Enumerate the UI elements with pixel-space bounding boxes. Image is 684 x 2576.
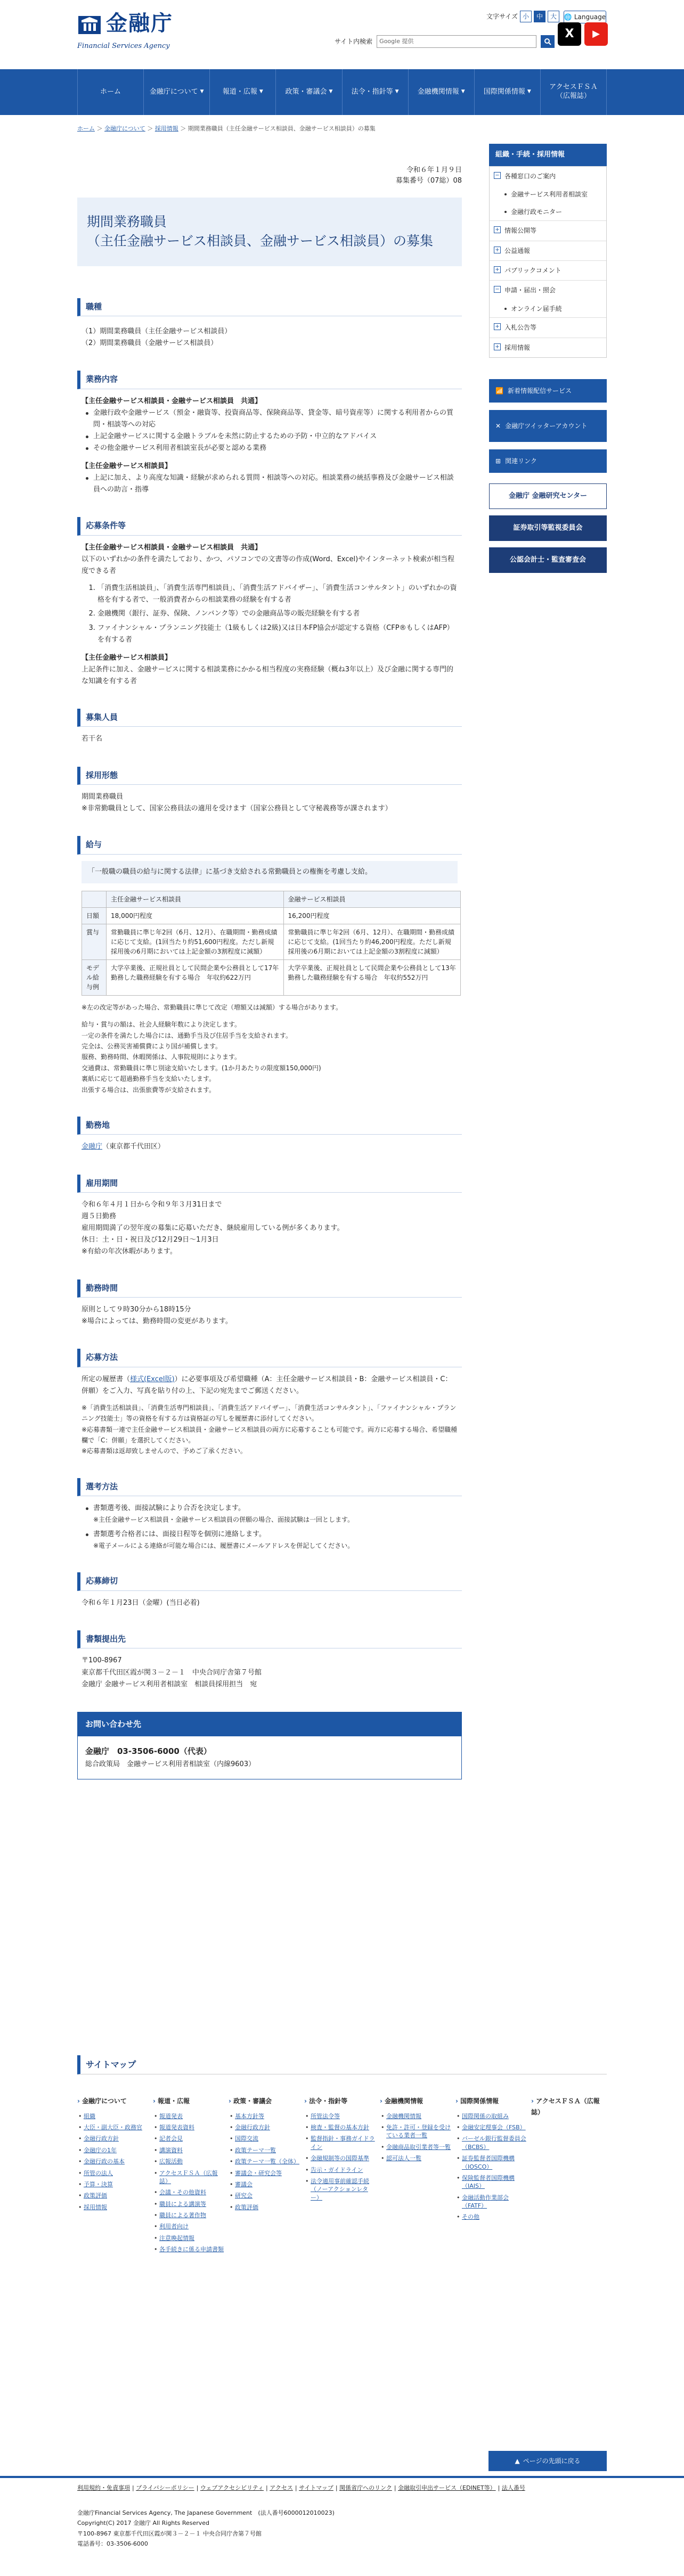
- paragraph: 休日：土・日・祝日及び12月29日～1月3日: [82, 1236, 219, 1244]
- sidebar-list: [489, 166, 607, 358]
- sitemap-column: [531, 2096, 607, 2253]
- logo-text: 金融庁: [106, 11, 173, 36]
- apply-body: [77, 1374, 462, 1457]
- paragraph: 上記条件に加え、金融サービスに関する相談業務にかかる相当程度の実務経験（概ね3年以上）及び金融に関する専門的な知識を有する者: [82, 665, 454, 685]
- sitemap-link[interactable]: • 講演資料: [153, 2146, 224, 2154]
- bullet-icon: [504, 211, 507, 213]
- site-search: [335, 35, 555, 48]
- nav-label: 金融機関情報: [417, 87, 459, 96]
- x-social-icon[interactable]: X: [558, 22, 581, 46]
- sitemap-title: サイトマップ: [77, 2055, 607, 2074]
- breadcrumb-current: 期間業務職員（主任金融サービス相談員、金融サービス相談員）の募集: [188, 125, 376, 132]
- note: ※応募書類は返却致しませんので、予めご了承ください。: [82, 1447, 247, 1455]
- footer-links: 利用規約・免責事項 | プライバシーポリシー | ウェブアクセシビリティ | アクセス | サイトマップ | 関係省庁へのリンク | 金融取引申出サービス（EDINET等） | 法人番号: [77, 2484, 525, 2491]
- breadcrumb-about[interactable]: 金融庁について: [104, 125, 145, 132]
- breadcrumb-recruit[interactable]: 採用情報: [154, 125, 178, 132]
- sitemap-column-heading[interactable]: › 政策・審議会: [229, 2096, 300, 2106]
- nav-label: 金融庁について: [149, 87, 198, 96]
- document-number: 募集番号（07総）08: [395, 176, 462, 185]
- sidebar-item[interactable]: [490, 317, 606, 337]
- sitemap-link[interactable]: • 金融機関情報: [380, 2112, 451, 2120]
- sidebar-item-label: 採用情報: [504, 343, 531, 351]
- fontsize-small-button[interactable]: 小: [520, 11, 532, 22]
- sitemap-column-heading[interactable]: › 金融庁について: [77, 2096, 149, 2106]
- location-body: [77, 1141, 462, 1153]
- period-body: [77, 1199, 462, 1258]
- sitemap-link[interactable]: • 注意喚起情報: [153, 2234, 224, 2242]
- bullet-icon: [504, 193, 507, 195]
- sitemap-column-heading[interactable]: › 国際関係情報: [455, 2096, 527, 2106]
- nav-institutions[interactable]: [408, 69, 474, 115]
- footer-link[interactable]: ウェブアクセシビリティ: [200, 2484, 264, 2491]
- bullet-icon: [504, 308, 507, 310]
- location-text: （東京都千代田区）: [102, 1143, 165, 1151]
- section-heading: 職種: [77, 298, 462, 317]
- sidebar-subitem[interactable]: [490, 186, 606, 203]
- sitemap-link[interactable]: • 報道発表資料: [153, 2123, 224, 2131]
- paragraph: ※左の改定等があった場合、常勤職員に準じて改定（増額又は減額）する場合があります。: [82, 1003, 342, 1011]
- table-row: [82, 959, 461, 995]
- sidebar-subitem[interactable]: [490, 203, 606, 220]
- x-icon: ✕: [495, 422, 501, 430]
- plus-icon: +: [494, 247, 501, 253]
- main-content: [77, 144, 462, 1779]
- sidebar-item[interactable]: [490, 166, 606, 186]
- sidebar-item[interactable]: [490, 220, 606, 240]
- cpaaob-banner[interactable]: 公認会計士・監査審査会: [489, 547, 607, 573]
- breadcrumb-home[interactable]: ホーム: [77, 125, 95, 132]
- note: ※「消費生活相談員」、「消費生活専門相談員」、「消費生活アドバイザー」、「消費生活コンサルタント」、「ファイナンシャル・プランニング技能士」等の資格を有する方は資格証の写しを履歴書に添付してください。: [82, 1404, 457, 1423]
- rss-icon: 📶: [495, 387, 503, 395]
- chevron-down-icon: ▼: [395, 89, 399, 95]
- duties-body: [77, 396, 462, 496]
- hours-body: [77, 1304, 462, 1327]
- sidebar-item-label: オンライン届手続: [511, 305, 562, 313]
- paragraph: 期間業務職員: [82, 793, 124, 801]
- sitemap-column-heading[interactable]: › アクセスＦＳＡ（広報誌）: [531, 2096, 602, 2118]
- sitemap-link[interactable]: • その他: [455, 2213, 527, 2221]
- sitemap-link[interactable]: • 記者会見: [153, 2135, 224, 2143]
- contact-body: [78, 1736, 461, 1779]
- table-cell: 常勤職員に準じ年2回（6月、12月）、在職期間・勤務成績に応じて支給。(1回当たり約46,200円程度。ただし新規採用後の6月期においては上記金額の3割程度に減額）: [283, 924, 461, 959]
- chevron-down-icon: ▼: [461, 89, 465, 95]
- fontsize-medium-button[interactable]: 中: [534, 11, 545, 22]
- sitemap-column-heading[interactable]: › 法令・指針等: [304, 2096, 376, 2106]
- banner-label: 金融庁ツイッターアカウント: [505, 422, 588, 430]
- footer-org: 金融庁Financial Services Agency, The Japanese Government (法人番号6000012010023): [77, 2509, 335, 2516]
- paragraph: 令和６年４月１日から令和９年３月31日まで: [82, 1201, 222, 1209]
- sidebar-item-label: 入札公告等: [504, 324, 537, 332]
- site-search-label: サイト内検索: [335, 37, 373, 45]
- sitemap-link[interactable]: • 金融行政方針: [77, 2135, 149, 2143]
- sidebar-item-label: 各種窓口のご案内: [504, 173, 556, 181]
- language-button[interactable]: [564, 11, 606, 23]
- sitemap-link[interactable]: • 告示・ガイドライン: [304, 2166, 376, 2174]
- nav-label: 法令・指針等: [351, 87, 393, 96]
- chevron-down-icon: ▼: [527, 89, 531, 95]
- nav-label: 政策・審議会: [285, 87, 327, 96]
- list-item: 3. ファイナンシャル・プランニング技能士（1級もしくは2級)又は日本FP協会が認定する資格（CFP®もしくはAFP）を有する者: [97, 622, 458, 646]
- nav-about[interactable]: [143, 69, 209, 115]
- paragraph: 週５日勤務: [82, 1212, 117, 1221]
- table-row-header: モデル給与例: [82, 959, 107, 995]
- note: ※電子メールによる連絡が可能な場合には、履歴書にメールアドレスを併記してください。: [93, 1541, 354, 1549]
- page-title: [77, 198, 462, 266]
- nav-label: 国際関係情報: [483, 87, 525, 96]
- sitemap-link[interactable]: • 金融行政方針: [229, 2123, 300, 2131]
- sidebar-item-label: 申請・届出・照会: [504, 286, 556, 294]
- list-item: その他金融サービス利用者相談室長が必要と認める業務: [82, 442, 458, 454]
- fontsize-large-button[interactable]: 大: [548, 11, 559, 22]
- chevron-down-icon: ▼: [200, 89, 204, 95]
- footer-address: 〒100-8967 東京都千代田区霞が関３－２－１ 中央合同庁舎第７号館: [77, 2530, 262, 2537]
- sitemap-link[interactable]: • 金融庁の1年: [77, 2146, 149, 2154]
- text: 所定の履歴書（: [82, 1375, 131, 1383]
- document-meta: [77, 165, 462, 186]
- requirements-body: [77, 542, 462, 687]
- sidebar-banner[interactable]: [489, 449, 607, 473]
- sesc-banner[interactable]: 証券取引等監視委員会: [489, 515, 607, 541]
- table-cell: 大学卒業後、正規社員として民間企業や公務員として17年勤務した職務経験を有する場合 年収約622万円: [107, 959, 284, 995]
- sitemap-link[interactable]: • 職員による著作物: [153, 2211, 224, 2219]
- paragraph: 〒100-8967: [82, 1656, 122, 1665]
- chevron-up-icon: ▲: [515, 2457, 520, 2465]
- sitemap-link[interactable]: • 国際交流: [229, 2135, 300, 2143]
- sidebar-banner[interactable]: [489, 379, 607, 403]
- sitemap-column: [229, 2096, 304, 2253]
- sidebar-item[interactable]: [490, 280, 606, 300]
- sitemap-link[interactable]: • 広報活動: [153, 2157, 224, 2165]
- sitemap-link[interactable]: • 組織: [77, 2112, 149, 2120]
- section-heading: 勤務地: [77, 1117, 462, 1135]
- site-header: [0, 0, 684, 69]
- sidebar-heading: 組織・手続・採用情報: [489, 144, 607, 166]
- sitemap-link[interactable]: • 免許・許可・登録を受けている業者一覧: [380, 2123, 451, 2140]
- table-row: [82, 891, 461, 907]
- sitemap-link[interactable]: • 金融規制等の国際基準: [304, 2154, 376, 2162]
- sitemap-link[interactable]: • 政策評価: [77, 2192, 149, 2200]
- section-heading: 採用形態: [77, 767, 462, 785]
- nav-label: アクセスＦＳＡ（広報誌）: [549, 83, 598, 100]
- group-title: 【主任金融サービス相談員・金融サービス相談員 共通】: [82, 543, 262, 552]
- list-item: 完全は、公務災害補償費により国が補償します。: [82, 1043, 222, 1051]
- sitemap-link[interactable]: • 報道発表: [153, 2112, 224, 2120]
- sitemap-column-heading[interactable]: › 報道・広報: [153, 2096, 224, 2106]
- fsa-logo-mark-icon: [77, 12, 102, 38]
- list-item: 2. 金融機関（銀行、証券、保険、ノンバンク等）での金融商品等の販売経験を有する者: [97, 608, 458, 620]
- table-row: [82, 924, 461, 959]
- chevron-down-icon: ▼: [329, 89, 333, 95]
- paragraph: [82, 1374, 458, 1397]
- sitemap-column: [304, 2096, 380, 2253]
- paragraph: 以下のいずれかの条件を満たしており、かつ、パソコンでの文書等の作成(Word、Excel)やインターネット検索が相当程度できる者: [82, 555, 455, 576]
- nav-label: ホーム: [100, 87, 121, 96]
- research-center-banner[interactable]: 金融庁 金融研究センター: [489, 483, 607, 509]
- sitemap-link[interactable]: • 審議会: [229, 2180, 300, 2188]
- sitemap-link[interactable]: • 研究会: [229, 2192, 300, 2200]
- table-cell: 18,000円程度: [107, 907, 284, 924]
- sitemap-column: [380, 2096, 455, 2253]
- sitemap-column: [455, 2096, 531, 2253]
- table-cell: 常勤職員に準じ年2回（6月、12月）、在職期間・勤務成績に応じて支給。(1回当たり約51,600円程度。ただし新規採用後の6月期においては上記金額の3割程度に減額）: [107, 924, 284, 959]
- table-row-header: 賞与: [82, 924, 107, 959]
- sidebar-item[interactable]: [490, 260, 606, 280]
- sidebar-banner[interactable]: [489, 410, 607, 442]
- language-label: Language: [574, 13, 606, 21]
- paragraph: 原則として９時30分から18時15分: [82, 1306, 191, 1314]
- list-item: （1）期間業務職員（主任金融サービス相談員）: [82, 327, 232, 335]
- list-item: 一定の条件を満たした場合には、通勤手当及び住居手当を支給されます。: [82, 1031, 292, 1039]
- footer-link[interactable]: 法人番号: [501, 2484, 525, 2491]
- global-nav: [0, 69, 684, 115]
- sitemap-link[interactable]: • 保険監督者国際機構（IAIS）: [455, 2174, 527, 2191]
- table-cell: 16,200円程度: [283, 907, 461, 924]
- sitemap-link[interactable]: • 審議会・研究会等: [229, 2169, 300, 2177]
- sitemap-link[interactable]: • 政策評価: [229, 2203, 300, 2211]
- list-item: 金融行政や金融サービス（預金・融資等、投資商品等、保険商品等、貸金等、暗号資産等）に関する利用者からの質問・相談等への対応: [82, 407, 458, 431]
- table-header: 金融サービス相談員: [283, 891, 461, 907]
- footer-link[interactable]: 金融取引申出サービス（EDINET等）: [398, 2484, 496, 2491]
- sitemap-link[interactable]: • 国際関係の取組み: [455, 2112, 527, 2120]
- list-item: 書類選考後、面接試験により合否を決定します。: [82, 1503, 458, 1514]
- section-heading: 応募条件等: [77, 517, 462, 536]
- section-heading: 給与: [77, 836, 462, 855]
- minus-icon: −: [494, 286, 501, 293]
- sidebar-item-label: 金融行政モニター: [511, 208, 563, 216]
- sitemap: [77, 2055, 607, 2254]
- page-top-label: ページの先頭に戻る: [523, 2457, 581, 2465]
- note: ※主任金融サービス相談員・金融サービス相談員の併願の場合、面接試験は一回とします。: [93, 1516, 354, 1524]
- sitemap-columns: [77, 2096, 607, 2253]
- sitemap-link[interactable]: • 職員による講演等: [153, 2200, 224, 2208]
- globe-icon: 🌐: [564, 13, 572, 21]
- page-title-line: （主任金融サービス相談員、金融サービス相談員）の募集: [87, 233, 434, 249]
- salary-table: [82, 891, 461, 996]
- paragraph: ※場合によっては、勤務時間の変更があります。: [82, 1317, 232, 1326]
- salary-note: 「一般職の職員の給与に関する法律」に基づき支給される常勤職員との権衡を考慮し支給。: [82, 861, 458, 883]
- footer-phone: 電話番号：03-3506-6000: [77, 2540, 148, 2547]
- note: ※応募書類一連で主任金融サービス相談員・金融サービス相談員の両方に応募することも可能です。両方に応募する場合、希望職種欄で「C：併願」を選択してください。: [82, 1425, 458, 1445]
- sitemap-link[interactable]: • 政策テーマ一覧: [229, 2146, 300, 2154]
- sidebar-item[interactable]: [490, 338, 606, 357]
- sidebar-item-label: 情報公開等: [504, 227, 537, 235]
- section-heading: 勤務時間: [77, 1279, 462, 1298]
- group-title: 【主任金融サービス相談員】: [82, 653, 172, 662]
- minus-icon: −: [494, 172, 501, 179]
- sitemap-link[interactable]: • 検査・監督の基本方針: [304, 2123, 376, 2131]
- section-heading: 書類提出先: [77, 1630, 462, 1649]
- post-list: [77, 326, 462, 349]
- sidebar: [489, 144, 607, 573]
- sitemap-link[interactable]: • 会議・その他資料: [153, 2188, 224, 2196]
- sitemap-link[interactable]: • 金融安定理事会（FSB）: [455, 2123, 527, 2131]
- sidebar-item-label: パブリックコメント: [504, 267, 561, 275]
- list-item: （2）期間業務職員（金融サービス相談員）: [82, 339, 218, 348]
- sitemap-link[interactable]: • 金融商品取引業者等一覧: [380, 2143, 451, 2151]
- requirements-list: [82, 583, 458, 645]
- footer-copyright: Copyright(C) 2017 金融庁 All Rights Reserved: [77, 2520, 210, 2527]
- paragraph: ※有給の年次休暇があります。: [82, 1248, 177, 1256]
- nav-home[interactable]: [77, 69, 143, 115]
- sitemap-link[interactable]: • 法令適用事前確認手続（ノーアクションレター）: [304, 2177, 376, 2202]
- list-item: 服務、勤務時間、休暇関係は、人事院規則によります。: [82, 1053, 241, 1061]
- group-title: 【主任金融サービス相談員】: [82, 462, 172, 471]
- footer-link[interactable]: サイトマップ: [299, 2484, 333, 2491]
- plus-icon: +: [494, 323, 501, 330]
- nav-law[interactable]: [342, 69, 408, 115]
- document-date: 令和６年１月９日: [406, 166, 462, 174]
- fontsize-label: 文字サイズ: [486, 12, 518, 20]
- nav-label: 報道・広報: [222, 87, 257, 96]
- table-row: [82, 907, 461, 924]
- paragraph: ※非常勤職員として、国家公務員法の適用を受けます（国家公務員として守秘義務等が課されます）: [82, 805, 392, 813]
- logo-english: Financial Services Agency: [77, 42, 170, 50]
- footer-link[interactable]: 関係省庁へのリンク: [339, 2484, 392, 2491]
- footer-link[interactable]: 利用規約・免責事項: [77, 2484, 130, 2491]
- sitemap-link[interactable]: • バーゼル銀行監督委員会（BCBS）: [455, 2135, 527, 2151]
- breadcrumb: ホーム ＞ 金融庁について ＞ 採用情報 ＞ 期間業務職員（主任金融サービス相談員、金融サービス相談員）の募集: [77, 125, 376, 132]
- location-link[interactable]: 金融庁: [82, 1143, 103, 1151]
- sidebar-item[interactable]: [490, 241, 606, 260]
- sitemap-link[interactable]: • 採用情報: [77, 2203, 149, 2211]
- nav-policy[interactable]: [275, 69, 341, 115]
- nav-international[interactable]: [474, 69, 540, 115]
- contact-box: [77, 1712, 462, 1779]
- sitemap-link[interactable]: • 認可法人一覧: [380, 2154, 451, 2162]
- sitemap-link[interactable]: • 政策テーマ一覧（全体）: [229, 2157, 300, 2165]
- sitemap-link[interactable]: • 利用者向け: [153, 2222, 224, 2230]
- section-heading: 応募方法: [77, 1349, 462, 1367]
- nav-press[interactable]: [209, 69, 275, 115]
- list-item: 交通費は、常勤職員に準じ別途支給いたします。(1か月あたりの限度額150,000円): [82, 1064, 321, 1072]
- search-icon: [544, 38, 551, 45]
- table-row-header: 日額: [82, 907, 107, 924]
- text: ）に必要事項及び希望職種（A：主任金融サービス相談員・B：金融サービス相談員・C：併願）をご入力、写真を貼り付の上、下記の宛先までご郵送ください。: [82, 1375, 452, 1395]
- section-heading: 選考方法: [77, 1478, 462, 1497]
- banner-label: 関連リンク: [505, 457, 537, 465]
- sitemap-link[interactable]: • 監督指針・事務ガイドライン: [304, 2135, 376, 2151]
- youtube-social-icon[interactable]: ▶: [584, 22, 608, 46]
- sitemap-link[interactable]: • アクセスＦＳＡ（広報誌）: [153, 2169, 224, 2186]
- list-item: 書類選考合格者には、面接日程等を個別に連絡します。: [82, 1529, 458, 1540]
- search-input[interactable]: Google 提供: [377, 35, 536, 48]
- section-heading: 応募締切: [77, 1572, 462, 1591]
- nav-access-fsa[interactable]: [540, 69, 607, 115]
- link-icon: ⊞: [495, 457, 501, 465]
- section-heading: 募集人員: [77, 709, 462, 727]
- list-item: 給与・賞与の額は、社会人経験年数により決定します。: [82, 1021, 241, 1029]
- search-button[interactable]: [541, 35, 555, 48]
- contact-phone: 金融庁 03-3506-6000（代表）: [85, 1746, 211, 1757]
- section-heading: 業務内容: [77, 371, 462, 389]
- page-title-line: 期間業務職員: [87, 214, 167, 229]
- group-title: 【主任金融サービス相談員・金融サービス相談員 共通】: [82, 397, 262, 405]
- paragraph: 東京都千代田区霞が関３－２－１ 中央合同庁舎第７号館: [82, 1668, 262, 1677]
- footer-info: [77, 2508, 335, 2549]
- paragraph: 雇用期間満了の翌年度の募集に応募いただき、継続雇用している例が多くあります。: [82, 1224, 344, 1233]
- section-heading: 雇用期間: [77, 1175, 462, 1193]
- sitemap-link[interactable]: • 証券監督者国際機構（IOSCO）: [455, 2154, 527, 2171]
- sidebar-item-label: 公益通報: [504, 247, 531, 255]
- form-body: [77, 791, 462, 815]
- selection-body: [77, 1503, 462, 1551]
- fontsize-switcher: [486, 11, 559, 22]
- sitemap-column-heading[interactable]: › 金融機関情報: [380, 2096, 451, 2106]
- table-header-blank: [82, 891, 107, 907]
- footer-link[interactable]: アクセス: [270, 2484, 293, 2491]
- contact-dept: 総合政策局 金融サービス利用者相談室（内線9603）: [85, 1760, 256, 1768]
- salary-extras: [77, 1019, 462, 1095]
- chevron-down-icon: ▼: [259, 89, 263, 95]
- site-footer: [0, 2476, 684, 2576]
- site-logo[interactable]: [77, 11, 173, 50]
- plus-icon: +: [494, 266, 501, 273]
- list-item: 出張する場合は、出張旅費等が支給されます。: [82, 1086, 216, 1094]
- sitemap-link[interactable]: • 予算・決算: [77, 2180, 149, 2188]
- sitemap-column: [77, 2096, 153, 2253]
- contact-heading: お問い合わせ先: [78, 1712, 461, 1737]
- list-item: 1. 「消費生活相談員」、「消費生活専門相談員」、「消費生活アドバイザー」、「消費生活コンサルタント」のいずれかの資格を有する者で、一般消費者からの相談業務の経験を有する者: [97, 583, 458, 606]
- list-item: 上記金融サービスに関する金融トラブルを未然に防止するための予防・中立的なアドバイス: [82, 431, 458, 442]
- sitemap-link[interactable]: • 所管法令等: [304, 2112, 376, 2120]
- paragraph: 金融庁 金融サービス利用者相談室 相談員採用担当 宛: [82, 1680, 257, 1688]
- banner-label: 新着情報配信サービス: [507, 387, 572, 395]
- paragraph: 若干名: [82, 735, 103, 743]
- sitemap-link[interactable]: • 金融行政の基本: [77, 2157, 149, 2165]
- list-item: 裏紙に応じて超過勤務手当を支給いたします。: [82, 1075, 216, 1083]
- plus-icon: +: [494, 226, 501, 233]
- plus-icon: +: [494, 343, 501, 350]
- sitemap-link[interactable]: • 所管の法人: [77, 2169, 149, 2177]
- sitemap-link[interactable]: • 各手続きに係る申請書類: [153, 2245, 224, 2253]
- destination-body: [77, 1655, 462, 1690]
- sitemap-link[interactable]: • 金融活動作業部会（FATF）: [455, 2194, 527, 2210]
- table-header: 主任金融サービス相談員: [107, 891, 284, 907]
- sitemap-link[interactable]: • 基本方針等: [229, 2112, 300, 2120]
- list-item: 上記に加え、より高度な知識・経験が求められる質問・相談等への対応。相談業務の統括事務及び金融サービス相談員への助言・指導: [82, 472, 458, 496]
- footer-link[interactable]: プライバシーポリシー: [136, 2484, 194, 2491]
- resume-form-link[interactable]: 様式(Excel版): [130, 1375, 175, 1383]
- sidebar-subitem[interactable]: [490, 300, 606, 317]
- sitemap-link[interactable]: • 大臣・副大臣・政務官: [77, 2123, 149, 2131]
- table-cell: 大学卒業後、正規社員として民間企業や公務員として13年勤務した職務経験を有する場合 年収約552万円: [283, 959, 461, 995]
- sitemap-column: [153, 2096, 229, 2253]
- sidebar-item-label: 金融サービス利用者相談室: [511, 191, 588, 199]
- page-top-button[interactable]: [488, 2451, 607, 2471]
- paragraph: 令和６年１月23日（金曜）(当日必着): [82, 1598, 200, 1607]
